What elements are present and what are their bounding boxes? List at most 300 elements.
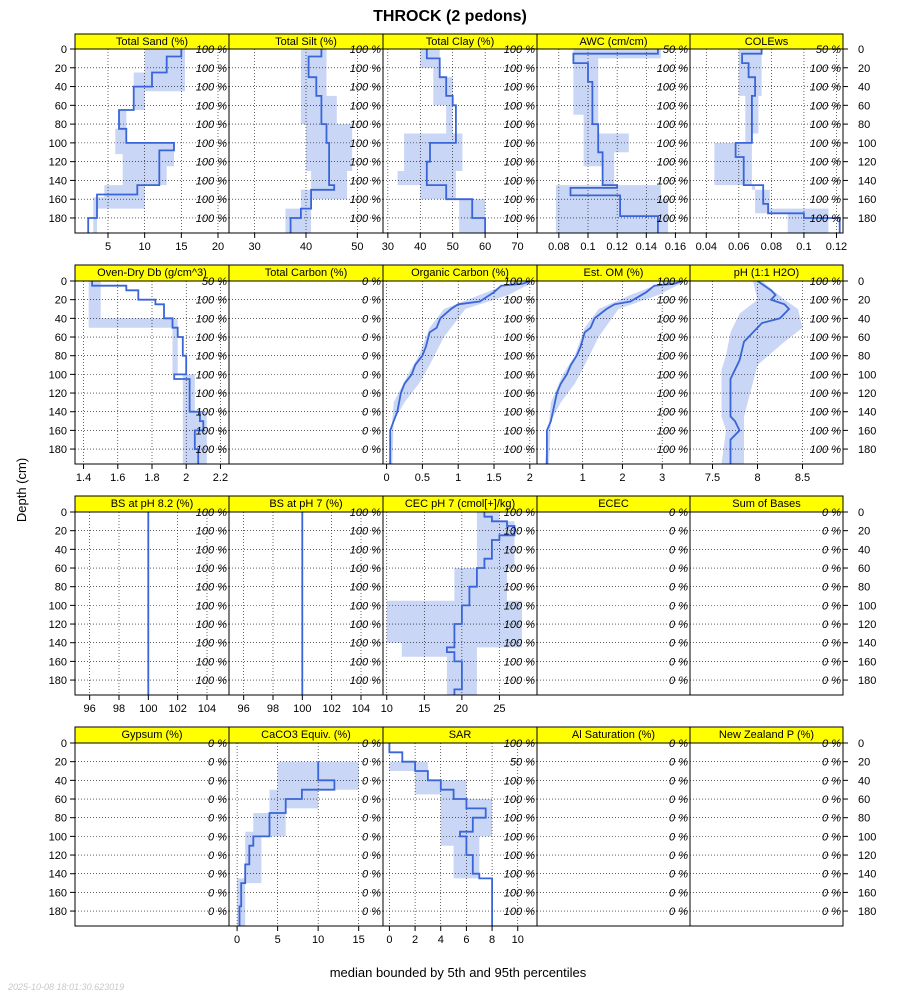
y-tick-label: 180 — [48, 906, 67, 919]
coverage-label: 100 % — [503, 406, 535, 419]
x-tick-label: 2 — [183, 472, 190, 484]
coverage-label: 0 % — [822, 675, 841, 688]
x-tick-label: 104 — [351, 703, 371, 715]
coverage-label: 100 % — [195, 294, 227, 307]
y-tick-label: 20 — [858, 294, 871, 307]
coverage-label: 100 % — [503, 350, 535, 363]
percentile-band — [387, 512, 522, 695]
y-tick-label: 40 — [858, 544, 871, 557]
coverage-label: 0 % — [669, 525, 688, 538]
panel-title: ECEC — [598, 498, 629, 510]
coverage-label: 100 % — [349, 100, 381, 113]
coverage-label: 0 % — [669, 850, 688, 863]
x-tick-label: 25 — [493, 703, 506, 715]
coverage-label: 100 % — [349, 137, 381, 150]
y-tick-label: 20 — [858, 62, 871, 75]
coverage-label: 100 % — [656, 156, 688, 169]
coverage-label: 0 % — [362, 794, 381, 807]
coverage-label: 0 % — [822, 850, 841, 863]
y-tick-label: 180 — [858, 212, 877, 225]
coverage-label: 100 % — [503, 794, 535, 807]
coverage-label: 0 % — [669, 619, 688, 632]
panel-frame — [229, 281, 383, 464]
coverage-label: 100 % — [656, 137, 688, 150]
coverage-label: 100 % — [809, 369, 841, 382]
panel — [690, 727, 876, 926]
coverage-label: 100 % — [656, 444, 688, 457]
y-tick-label: 20 — [54, 294, 67, 307]
coverage-label: 0 % — [208, 794, 227, 807]
coverage-label: 0 % — [669, 656, 688, 669]
y-tick-label: 0 — [858, 738, 865, 750]
coverage-label: 100 % — [349, 581, 381, 594]
grid-lines — [537, 743, 690, 911]
coverage-label: 100 % — [809, 332, 841, 345]
y-tick-label: 180 — [858, 675, 877, 688]
coverage-label: 100 % — [809, 194, 841, 207]
y-tick-label: 140 — [858, 637, 877, 650]
y-tick-label: 160 — [48, 656, 67, 669]
y-tick-label: 80 — [54, 581, 67, 594]
coverage-label: 0 % — [822, 544, 841, 557]
coverage-label: 100 % — [195, 581, 227, 594]
coverage-label: 100 % — [656, 212, 688, 225]
coverage-label: 100 % — [195, 444, 227, 457]
panel-title: Al Saturation (%) — [571, 729, 656, 741]
coverage-label: 0 % — [362, 369, 381, 382]
y-tick-label: 100 — [48, 831, 67, 844]
x-tick-label: 0.06 — [728, 241, 750, 253]
coverage-label: 100 % — [195, 507, 227, 519]
panel-title: pH (1:1 H2O) — [733, 267, 800, 279]
x-tick-label: 2 — [619, 472, 626, 484]
coverage-label: 0 % — [822, 887, 841, 900]
coverage-label: 0 % — [208, 887, 227, 900]
coverage-label: 100 % — [503, 868, 535, 881]
coverage-label: 0 % — [822, 600, 841, 613]
y-tick-label: 100 — [858, 369, 877, 382]
y-tick-label: 20 — [54, 756, 67, 769]
coverage-label: 100 % — [349, 544, 381, 557]
coverage-label: 0 % — [362, 812, 381, 825]
coverage-label: 100 % — [349, 119, 381, 132]
y-tick-label: 100 — [858, 831, 877, 844]
coverage-label: 0 % — [362, 906, 381, 919]
panel — [49, 34, 229, 253]
coverage-label: 0 % — [669, 544, 688, 557]
panel — [49, 496, 229, 715]
y-tick-label: 40 — [858, 775, 871, 788]
y-tick-label: 60 — [858, 100, 871, 113]
x-tick-label: 1.6 — [110, 472, 126, 484]
y-tick-label: 60 — [54, 100, 67, 113]
panel-title: Sum of Bases — [732, 498, 801, 510]
panel — [381, 496, 537, 715]
x-tick-label: 0.08 — [548, 241, 570, 253]
panel — [382, 34, 537, 253]
coverage-label: 100 % — [349, 62, 381, 75]
coverage-label: 0 % — [822, 794, 841, 807]
y-tick-label: 180 — [48, 444, 67, 457]
coverage-label: 100 % — [809, 100, 841, 113]
x-tick-label: 30 — [248, 241, 261, 253]
coverage-label: 100 % — [503, 675, 535, 688]
panel-title: Gypsum (%) — [121, 729, 183, 741]
y-tick-label: 60 — [858, 563, 871, 576]
coverage-label: 100 % — [349, 194, 381, 207]
coverage-label: 100 % — [503, 544, 535, 557]
y-tick-label: 80 — [858, 119, 871, 132]
coverage-label: 100 % — [503, 294, 535, 307]
chart-title: THROCK (2 pedons) — [373, 8, 527, 25]
coverage-label: 100 % — [503, 62, 535, 75]
coverage-label: 0 % — [822, 637, 841, 650]
coverage-label: 0 % — [362, 775, 381, 788]
coverage-label: 0 % — [822, 906, 841, 919]
coverage-label: 0 % — [669, 738, 688, 750]
coverage-label: 100 % — [195, 100, 227, 113]
percentile-band — [286, 49, 353, 233]
panel-title: Organic Carbon (%) — [411, 267, 509, 279]
y-tick-label: 40 — [54, 775, 67, 788]
y-tick-label: 100 — [858, 600, 877, 613]
coverage-label: 100 % — [656, 388, 688, 401]
x-tick-label: 2 — [526, 472, 533, 484]
coverage-label: 50 % — [815, 44, 841, 56]
panel — [49, 265, 229, 484]
x-tick-label: 10 — [312, 934, 325, 946]
y-axis-title: Depth (cm) — [14, 457, 29, 523]
y-tick-label: 180 — [48, 675, 67, 688]
x-tick-label: 4 — [437, 934, 444, 946]
coverage-label: 0 % — [669, 600, 688, 613]
coverage-label: 100 % — [503, 175, 535, 188]
x-tick-label: 40 — [414, 241, 427, 253]
coverage-label: 0 % — [362, 332, 381, 345]
y-tick-label: 60 — [858, 332, 871, 345]
coverage-label: 50 % — [201, 276, 227, 288]
x-tick-label: 10 — [380, 703, 393, 715]
y-tick-label: 80 — [858, 812, 871, 825]
y-tick-label: 160 — [48, 425, 67, 438]
grid-lines — [75, 743, 229, 911]
y-tick-label: 20 — [54, 62, 67, 75]
coverage-label: 100 % — [503, 388, 535, 401]
coverage-label: 100 % — [349, 563, 381, 576]
x-tick-label: 20 — [211, 241, 225, 253]
coverage-label: 100 % — [195, 212, 227, 225]
coverage-label: 100 % — [503, 212, 535, 225]
x-tick-label: 1 — [579, 472, 586, 484]
coverage-label: 0 % — [362, 406, 381, 419]
grid-lines — [690, 512, 843, 680]
y-tick-label: 40 — [858, 81, 871, 94]
coverage-label: 100 % — [195, 350, 227, 363]
panel-title: AWC (cm/cm) — [579, 36, 648, 48]
coverage-label: 100 % — [503, 775, 535, 788]
panel-title: Total Clay (%) — [425, 36, 495, 48]
panel — [690, 496, 876, 695]
panel-grid — [49, 34, 877, 946]
coverage-label: 0 % — [669, 563, 688, 576]
y-tick-label: 120 — [858, 619, 877, 632]
x-tick-label: 60 — [479, 241, 492, 253]
x-tick-label: 96 — [237, 703, 250, 715]
x-tick-label: 5 — [104, 241, 112, 253]
x-tick-label: 2 — [412, 934, 419, 946]
y-tick-label: 160 — [858, 425, 877, 438]
y-tick-label: 160 — [858, 656, 877, 669]
x-tick-label: 98 — [112, 703, 126, 715]
coverage-label: 0 % — [208, 775, 227, 788]
y-tick-label: 180 — [858, 906, 877, 919]
y-tick-label: 120 — [48, 850, 67, 863]
y-tick-label: 140 — [858, 406, 877, 419]
coverage-label: 50 % — [662, 44, 688, 56]
coverage-label: 0 % — [822, 525, 841, 538]
coverage-label: 0 % — [669, 794, 688, 807]
coverage-label: 100 % — [656, 175, 688, 188]
y-tick-label: 0 — [858, 44, 865, 56]
x-tick-label: 8 — [489, 934, 496, 946]
grid-lines — [690, 743, 843, 911]
coverage-label: 100 % — [349, 600, 381, 613]
y-tick-label: 120 — [858, 850, 877, 863]
coverage-label: 0 % — [362, 350, 381, 363]
timestamp: 2025-10-08 18:01:30.623019 — [8, 982, 125, 992]
y-tick-label: 120 — [48, 156, 67, 169]
coverage-label: 100 % — [503, 156, 535, 169]
y-tick-label: 0 — [858, 507, 865, 519]
coverage-label: 100 % — [809, 212, 841, 225]
panel — [537, 727, 690, 926]
y-tick-label: 0 — [60, 44, 67, 56]
coverage-label: 100 % — [656, 194, 688, 207]
y-tick-label: 0 — [60, 507, 67, 519]
coverage-label: 0 % — [208, 738, 227, 750]
coverage-label: 0 % — [822, 775, 841, 788]
coverage-label: 0 % — [669, 507, 688, 519]
coverage-label: 0 % — [208, 756, 227, 769]
y-tick-label: 20 — [858, 525, 871, 538]
x-tick-label: 20 — [455, 703, 469, 715]
y-tick-label: 180 — [858, 444, 877, 457]
percentile-band — [89, 281, 207, 464]
y-tick-label: 40 — [54, 544, 67, 557]
y-tick-label: 120 — [48, 619, 67, 632]
percentile-band — [237, 762, 359, 926]
coverage-label: 100 % — [195, 637, 227, 650]
coverage-label: 100 % — [195, 619, 227, 632]
x-tick-label: 2.2 — [212, 472, 229, 484]
coverage-label: 100 % — [809, 406, 841, 419]
coverage-label: 100 % — [195, 656, 227, 669]
x-tick-label: 15 — [352, 934, 365, 946]
coverage-label: 100 % — [656, 425, 688, 438]
coverage-label: 100 % — [503, 887, 535, 900]
coverage-label: 0 % — [822, 507, 841, 519]
coverage-label: 0 % — [208, 831, 227, 844]
y-tick-label: 140 — [48, 868, 67, 881]
coverage-label: 100 % — [809, 137, 841, 150]
coverage-label: 100 % — [503, 276, 535, 288]
panel-title: Total Carbon (%) — [264, 267, 348, 279]
coverage-label: 100 % — [195, 544, 227, 557]
x-tick-label: 6 — [463, 934, 470, 946]
panel-title: BS at pH 8.2 (%) — [110, 498, 194, 510]
coverage-label: 100 % — [656, 313, 688, 326]
coverage-label: 100 % — [349, 212, 381, 225]
y-tick-label: 60 — [54, 794, 67, 807]
x-axis-title: median bounded by 5th and 95th percentiles — [329, 965, 587, 980]
x-tick-label: 15 — [418, 703, 431, 715]
panel — [229, 34, 383, 253]
coverage-label: 100 % — [656, 81, 688, 94]
x-tick-label: 8 — [754, 472, 761, 484]
coverage-label: 100 % — [195, 175, 227, 188]
coverage-label: 100 % — [195, 406, 227, 419]
x-tick-label: 30 — [381, 241, 394, 253]
coverage-label: 100 % — [809, 62, 841, 75]
x-tick-label: 102 — [322, 703, 341, 715]
x-tick-label: 5 — [274, 934, 281, 946]
panel — [537, 265, 690, 484]
y-tick-label: 100 — [858, 137, 877, 150]
coverage-label: 100 % — [195, 313, 227, 326]
coverage-label: 0 % — [362, 425, 381, 438]
x-tick-label: 0 — [386, 934, 393, 946]
x-tick-label: 0 — [234, 934, 241, 946]
coverage-label: 100 % — [349, 619, 381, 632]
y-tick-label: 80 — [54, 350, 67, 363]
coverage-label: 100 % — [656, 369, 688, 382]
coverage-label: 0 % — [669, 831, 688, 844]
x-tick-label: 0.5 — [414, 472, 431, 484]
coverage-label: 0 % — [669, 812, 688, 825]
coverage-label: 0 % — [822, 831, 841, 844]
coverage-label: 0 % — [822, 756, 841, 769]
x-tick-label: 0.04 — [695, 241, 717, 253]
panel — [690, 34, 876, 253]
x-tick-label: 1.8 — [144, 472, 160, 484]
coverage-label: 100 % — [503, 44, 535, 56]
y-tick-label: 100 — [48, 137, 67, 150]
coverage-label: 0 % — [822, 619, 841, 632]
percentile-band — [93, 49, 185, 233]
y-tick-label: 140 — [858, 175, 877, 188]
coverage-label: 100 % — [349, 675, 381, 688]
coverage-label: 100 % — [809, 156, 841, 169]
coverage-label: 0 % — [669, 775, 688, 788]
y-tick-label: 160 — [48, 194, 67, 207]
coverage-label: 100 % — [503, 100, 535, 113]
coverage-label: 100 % — [656, 100, 688, 113]
coverage-label: 100 % — [656, 62, 688, 75]
coverage-label: 100 % — [195, 119, 227, 132]
y-tick-label: 120 — [858, 388, 877, 401]
coverage-label: 100 % — [503, 332, 535, 345]
coverage-label: 0 % — [362, 850, 381, 863]
coverage-label: 100 % — [809, 444, 841, 457]
y-tick-label: 160 — [858, 887, 877, 900]
y-tick-label: 40 — [858, 313, 871, 326]
x-tick-label: 0 — [383, 472, 390, 484]
coverage-label: 100 % — [656, 294, 688, 307]
y-tick-label: 180 — [48, 212, 67, 225]
coverage-label: 100 % — [503, 507, 535, 519]
coverage-label: 0 % — [669, 868, 688, 881]
coverage-label: 100 % — [195, 156, 227, 169]
coverage-label: 100 % — [349, 637, 381, 650]
coverage-label: 100 % — [195, 563, 227, 576]
coverage-label: 100 % — [349, 81, 381, 94]
x-tick-label: 0.12 — [825, 241, 848, 253]
coverage-label: 100 % — [503, 831, 535, 844]
coverage-label: 0 % — [362, 831, 381, 844]
y-tick-label: 160 — [858, 194, 877, 207]
coverage-label: 100 % — [503, 656, 535, 669]
coverage-label: 100 % — [195, 388, 227, 401]
panel-title: BS at pH 7 (%) — [269, 498, 343, 510]
y-tick-label: 100 — [48, 600, 67, 613]
coverage-label: 100 % — [656, 332, 688, 345]
coverage-label: 100 % — [503, 738, 535, 750]
coverage-label: 0 % — [669, 675, 688, 688]
coverage-label: 100 % — [195, 62, 227, 75]
coverage-label: 100 % — [349, 44, 381, 56]
y-tick-label: 80 — [858, 581, 871, 594]
y-tick-label: 160 — [48, 887, 67, 900]
coverage-label: 0 % — [669, 906, 688, 919]
coverage-label: 100 % — [195, 44, 227, 56]
y-tick-label: 40 — [54, 81, 67, 94]
x-tick-label: 0.1 — [796, 241, 812, 253]
coverage-label: 0 % — [822, 581, 841, 594]
y-tick-label: 140 — [48, 637, 67, 650]
coverage-label: 0 % — [822, 563, 841, 576]
x-tick-label: 104 — [197, 703, 217, 715]
x-tick-label: 102 — [168, 703, 187, 715]
coverage-label: 100 % — [503, 313, 535, 326]
coverage-label: 100 % — [195, 675, 227, 688]
y-tick-label: 40 — [54, 313, 67, 326]
x-tick-label: 1 — [455, 472, 462, 484]
coverage-label: 100 % — [503, 369, 535, 382]
coverage-label: 0 % — [362, 294, 381, 307]
coverage-label: 100 % — [809, 294, 841, 307]
coverage-label: 0 % — [362, 738, 381, 750]
coverage-label: 100 % — [503, 906, 535, 919]
panel-frame — [75, 743, 229, 926]
panel-title: New Zealand P (%) — [718, 729, 815, 741]
panel-title: Total Silt (%) — [275, 36, 337, 48]
coverage-label: 100 % — [195, 137, 227, 150]
x-tick-label: 0.14 — [635, 241, 657, 253]
x-tick-label: 7.5 — [704, 472, 721, 484]
coverage-label: 100 % — [503, 812, 535, 825]
x-tick-label: 100 — [139, 703, 158, 715]
coverage-label: 0 % — [208, 850, 227, 863]
x-tick-label: 1.4 — [75, 472, 92, 484]
y-tick-label: 80 — [858, 350, 871, 363]
coverage-label: 100 % — [195, 81, 227, 94]
y-tick-label: 120 — [48, 388, 67, 401]
x-tick-label: 40 — [299, 241, 313, 253]
coverage-label: 100 % — [656, 406, 688, 419]
coverage-label: 50 % — [509, 756, 535, 769]
y-tick-label: 120 — [858, 156, 877, 169]
coverage-label: 100 % — [503, 425, 535, 438]
